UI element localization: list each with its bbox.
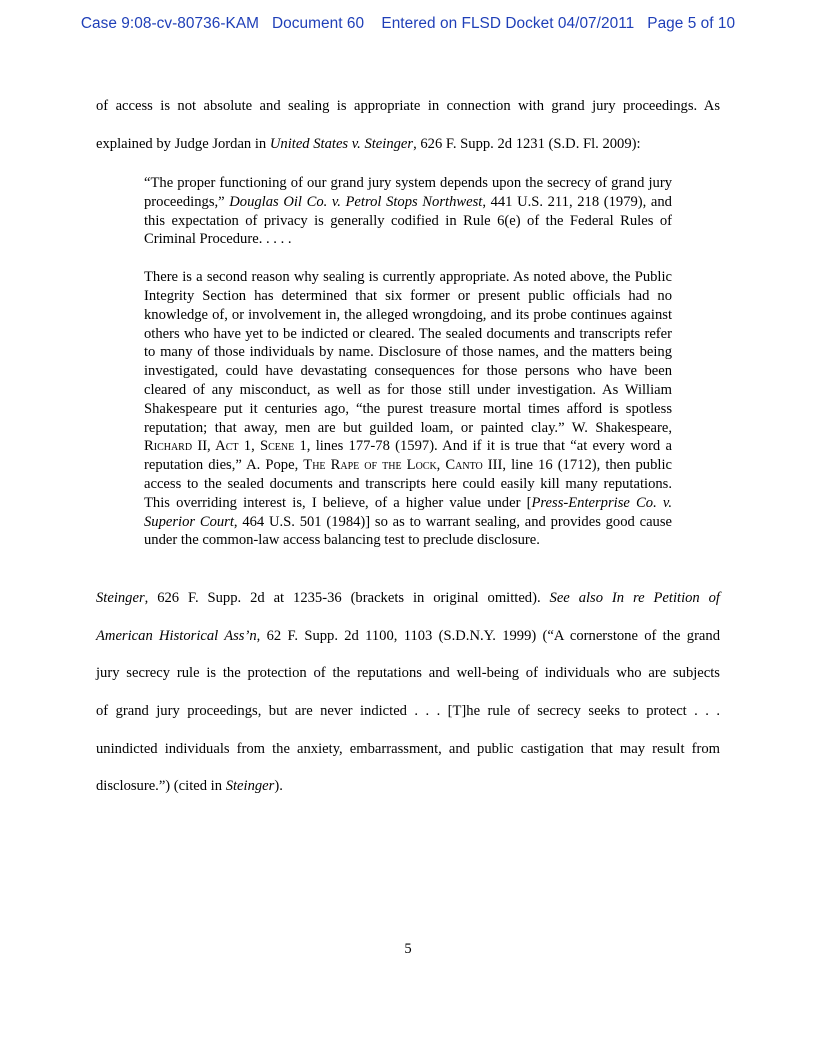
quote-text: There is a second reason why sealing is currently appropriate. As noted above, the Public Integrity Section has determined that six former or present public officials had no knowledge of, or involvement in, the alleged wrongdoing, and its probe continues against others who have yet to be indicted or cleared. The sealed documents and transcripts refer to many of those individuals by name. Disclosure of those names, and the matters being investigated, could have devastating consequences for those persons who have been cleared of any misconduct, as well as for those still under investigation. As William Shakespeare put it centuries ago, “the purest treasure mortal times afford is spotless reputation; that away, men are but guilded loam, or painted clay.” W. Shakespeare,	[144, 269, 672, 436]
intro-text: explained by Judge Jordan in	[96, 136, 270, 152]
body-text: ).	[274, 778, 283, 794]
intro-line-1: of access is not absolute and sealing is appropriate in connection with grand jury proceedings. As	[96, 98, 720, 114]
block-quote	[144, 174, 672, 550]
body-line-6	[96, 777, 720, 795]
intro-line-2	[96, 135, 720, 153]
case-citation: United States v. Steinger	[269, 136, 414, 152]
case-citation: Press-Enterprise Co. v. Superior Court	[144, 494, 672, 530]
body-line-1	[96, 589, 720, 607]
body-line-2	[96, 627, 720, 645]
body-text: , 62 F. Supp. 2d 1100, 1103 (S.D.N.Y. 1999) (“A cornerstone of the grand	[256, 628, 721, 644]
docket-header: Case 9:08-cv-80736-KAM Document 60 Entered on FLSD Docket 04/07/2011 Page 5 of 10	[80, 15, 736, 32]
quote-paragraph-1	[144, 174, 672, 249]
case-citation: American Historical Ass’n	[96, 628, 257, 644]
work-title: The Rape of the Lock, Canto III	[303, 457, 503, 474]
case-citation: Douglas Oil Co. v. Petrol Stops Northwest	[229, 193, 483, 210]
case-citation: Steinger	[225, 778, 275, 794]
page-number: 5	[404, 941, 412, 957]
body-line-3: jury secrecy rule is the protection of the reputations and well-being of individuals who are subjects	[96, 665, 720, 681]
quote-text: , 464 U.S. 501 (1984)] so as to warrant sealing, and provides good cause under the common-law access balancing test to preclude disclosure.	[144, 513, 672, 549]
quote-text: , line 16 (1712), then public access to the sealed documents and transcripts here could easily kill many reputations. This overriding interest is, I believe, of a higher value under [	[144, 457, 672, 511]
work-title: Richard II, Act 1, Scene 1	[144, 438, 307, 455]
body-line-4: of grand jury proceedings, but are never indicted . . . [T]he rule of secrecy seeks to protect . . .	[96, 703, 720, 719]
case-citation: See also In re Petition of	[549, 590, 720, 606]
body-text: , 626 F. Supp. 2d at 1235-36 (brackets in original omitted).	[144, 590, 550, 606]
quote-text: “The proper functioning of our grand jury system depends upon the secrecy of grand jury proceedings,”	[144, 175, 672, 210]
body-text: disclosure.”) (cited in	[96, 778, 226, 794]
quote-paragraph-2	[144, 268, 672, 550]
intro-text: , 626 F. Supp. 2d 1231 (S.D. Fl. 2009):	[413, 136, 641, 152]
body-line-5: unindicted individuals from the anxiety, embarrassment, and public castigation that may result from	[96, 741, 720, 757]
quote-text: , lines 177-78 (1597). And if it is true that “at every word a reputation dies,” A. Pope,	[144, 438, 672, 474]
case-citation: Steinger	[96, 590, 145, 606]
quote-text: , 441 U.S. 211, 218 (1979), and this expectation of privacy is generally codified in Rule 6(e) of the Federal Rules of Criminal Procedure. . . . .	[144, 193, 672, 248]
